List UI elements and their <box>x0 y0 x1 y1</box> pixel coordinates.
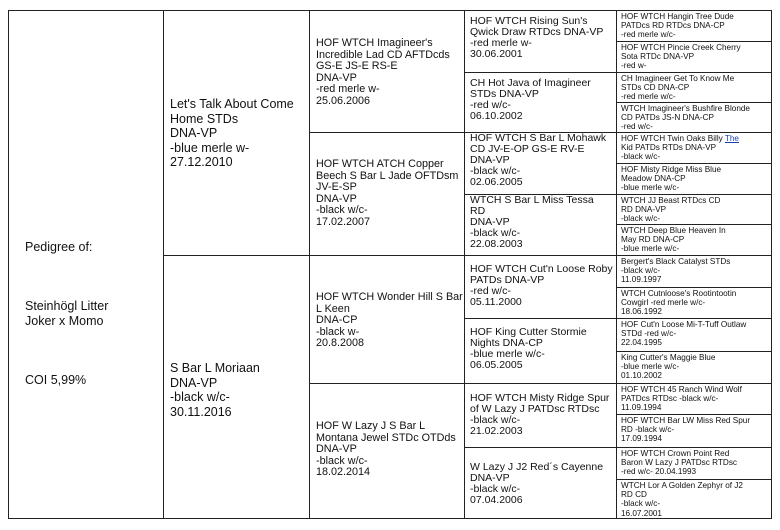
gen3-text: HOF WTCH S Bar L Mohawk CD JV-E-OP GS-E RV-E DNA-VP -black w/c- 02.06.2005 <box>470 132 607 188</box>
gen4-cell <box>616 318 772 352</box>
gen3-cell <box>464 72 617 133</box>
gen4-text <box>621 134 739 162</box>
gen4-cell <box>616 132 772 164</box>
gen3-text: CH Hot Java of Imagineer STDs DNA-VP -red w/c- 06.10.2002 <box>470 77 591 122</box>
gen2-text: HOF WTCH Wonder Hill S Bar L Keen DNA-CP -black w- 20.8.2008 <box>316 291 463 349</box>
gen4-cell <box>616 479 772 519</box>
gen4-text: WTCH JJ Beast RTDcs CD RD DNA-VP -black w/c- <box>621 196 721 224</box>
gen4-text: HOF WTCH Pincie Creek Cherry Sota RTDc DNA-VP -red w- <box>621 43 741 71</box>
gen3-cell <box>464 194 617 256</box>
gen2-cell <box>309 255 465 384</box>
gen2-cell <box>309 132 465 256</box>
gen4-text: HOF WTCH Crown Point Red Baron W Lazy J PATDsc RTDsc -red w/c- 20.04.1993 <box>621 449 738 477</box>
gen4-cell <box>616 102 772 133</box>
gen4-text: HOF Cut'n Loose Mi-T-Tuff Outlaw STDd -red w/c- 22.04.1995 <box>621 320 747 348</box>
gen4-cell <box>616 72 772 103</box>
gen3-text: WTCH S Bar L Miss Tessa RD DNA-VP -black w/c- 22.08.2003 <box>470 194 594 250</box>
gen4-cell <box>616 194 772 225</box>
gen4-cell <box>616 351 772 384</box>
gen4-text: WTCH Deep Blue Heaven In May RD DNA-CP -blue merle w/c- <box>621 226 726 254</box>
gen2-text: HOF WTCH Imagineer's Incredible Lad CD AFTDcds GS-E JS-E RS-E DNA-VP -red merle w- 25.06.2006 <box>316 37 450 107</box>
gen4-cell <box>616 224 772 256</box>
gen4-text: Bergert's Black Catalyst STDs -black w/c- 11.09.1997 <box>621 257 731 285</box>
gen3-cell <box>464 383 617 448</box>
gen4-cell <box>616 414 772 448</box>
subject-litter: Steinhögl Litter Joker x Momo <box>25 299 109 328</box>
gen4-text: HOF Misty Ridge Miss Blue Meadow DNA-CP -blue merle w/c- <box>621 165 722 193</box>
dam-cell <box>163 255 310 519</box>
gen4-text: WTCH Cutnloose's Rootintootin Cowgirl -red merle w/c- 18.06.1992 <box>621 289 737 317</box>
gen4-cell <box>616 383 772 415</box>
gen4-cell <box>616 163 772 195</box>
gen4-cell <box>616 41 772 73</box>
sire-cell <box>163 10 310 256</box>
gen3-text: HOF King Cutter Stormie Nights DNA-CP -blue merle w/c- 06.05.2005 <box>470 326 587 371</box>
gen4-text-part: Kid PATDs RTDs DNA-VP -black w/c- <box>621 143 717 162</box>
gen3-cell <box>464 132 617 195</box>
gen4-text: HOF WTCH 45 Ranch Wind Wolf PATDcs RTDsc -black w/c- 11.09.1994 <box>621 385 742 413</box>
gen4-text: HOF WTCH Bar LW Miss Red Spur RD -black w/c- 17.09.1994 <box>621 416 751 444</box>
subject-coi: COI 5,99% <box>25 373 87 387</box>
gen3-text: W Lazy J J2 Red´s Cayenne DNA-VP -black w/c- 07.04.2006 <box>470 461 604 506</box>
gen3-cell <box>464 255 617 319</box>
gen4-text: HOF WTCH Hangin Tree Dude PATDcs RD RTDcs DNA-CP -red merle w/c- <box>621 12 734 40</box>
gen2-text: HOF W Lazy J S Bar L Montana Jewel STDc OTDds DNA-VP -black w/c- 18.02.2014 <box>316 420 456 478</box>
gen4-link[interactable]: The <box>724 134 739 143</box>
sire-text: Let's Talk About Come Home STDs DNA-VP -blue merle w- 27.12.2010 <box>170 97 294 169</box>
dam-text: S Bar L Moriaan DNA-VP -black w/c- 30.11.2016 <box>170 361 260 419</box>
gen2-text: HOF WTCH ATCH Copper Beech S Bar L Jade OFTDsm JV-E-SP DNA-VP -black w/c- 17.02.2007 <box>316 158 459 228</box>
gen4-text: WTCH Imagineer's Bushfire Blonde CD PATDs JS-N DNA-CP -red w/c- <box>621 104 750 132</box>
gen3-cell <box>464 10 617 73</box>
gen4-text: WTCH Lor A Golden Zephyr of J2 RD CD -black w/c- 16.07.2001 <box>621 481 743 518</box>
gen3-text: HOF WTCH Rising Sun's Qwick Draw RTDcs DNA-VP -red merle w- 30.06.2001 <box>470 15 604 60</box>
gen3-cell <box>464 447 617 519</box>
subject-title: Pedigree of: <box>25 240 93 254</box>
gen4-text-part: HOF WTCH Twin Oaks Billy <box>621 134 725 143</box>
subject-text <box>25 225 108 403</box>
gen3-text: HOF WTCH Cut'n Loose Roby PATDs DNA-VP -red w/c- 05.11.2000 <box>470 263 613 308</box>
gen4-text: King Cutter's Maggie Blue -blue merle w/c- 01.10.2002 <box>621 353 716 381</box>
gen2-cell <box>309 10 465 133</box>
subject-cell <box>8 10 164 519</box>
gen3-cell <box>464 318 617 384</box>
gen4-cell <box>616 255 772 288</box>
gen4-cell <box>616 10 772 42</box>
gen3-text: HOF WTCH Misty Ridge Spur of W Lazy J PATDsc RTDsc -black w/c- 21.02.2003 <box>470 392 610 437</box>
gen4-cell <box>616 447 772 480</box>
gen4-cell <box>616 287 772 319</box>
gen4-text: CH Imagineer Get To Know Me STDs CD DNA-CP -red merle w/c- <box>621 74 735 102</box>
gen2-cell <box>309 383 465 519</box>
